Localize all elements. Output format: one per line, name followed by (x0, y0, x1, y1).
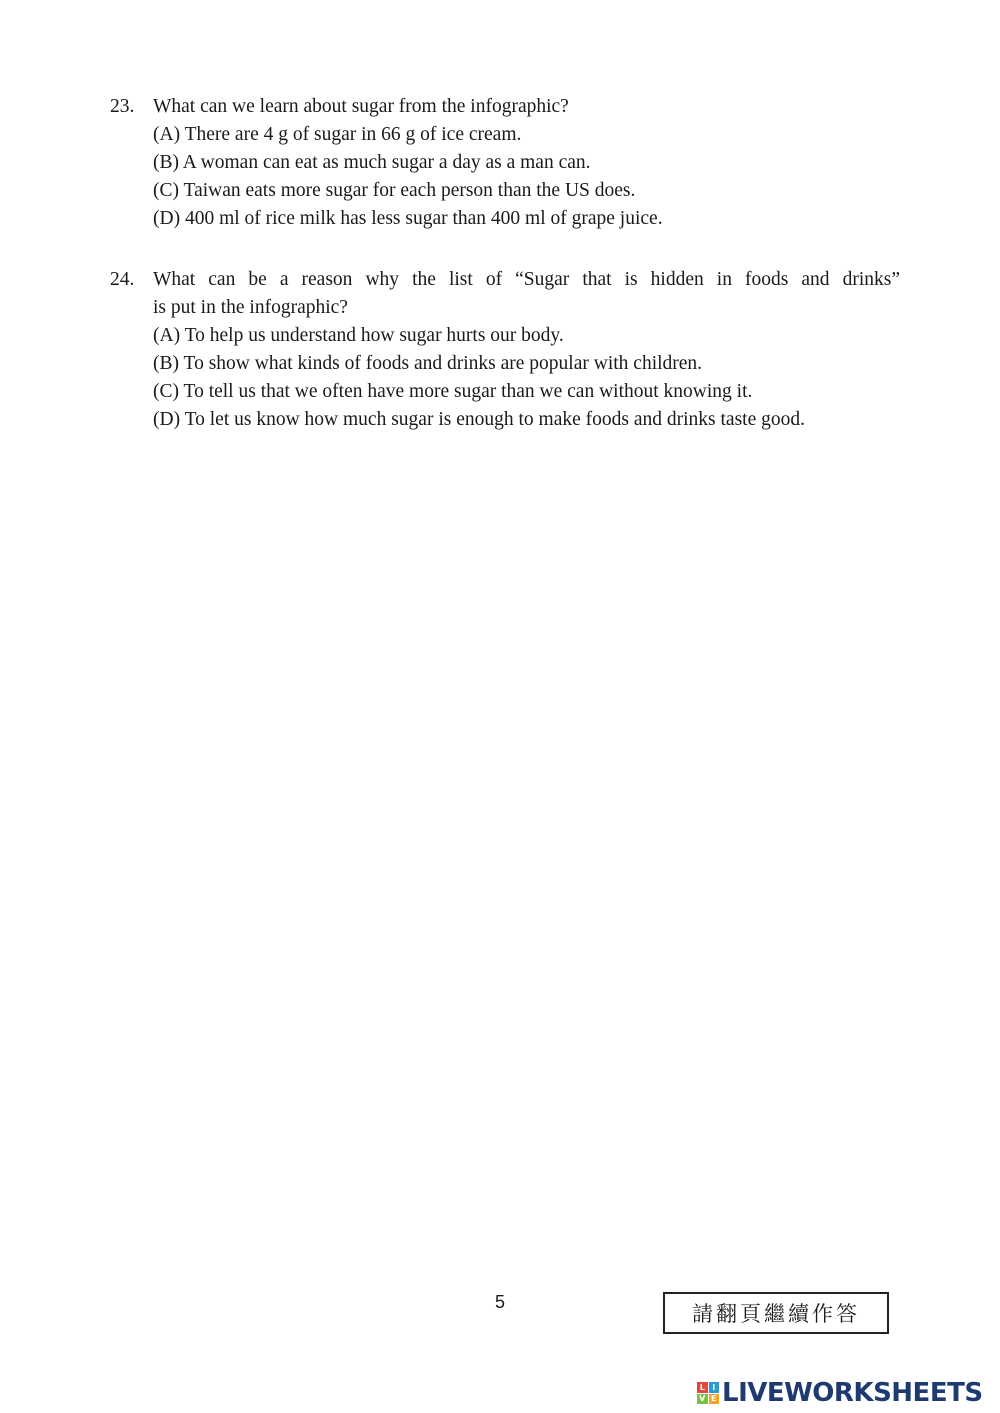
brand-logo (697, 1378, 983, 1408)
option-b: (B) A woman can eat as much sugar a day as a man can. (153, 152, 591, 173)
question-text-line-2: is put in the infographic? (153, 297, 348, 318)
logo-tile-i: I (709, 1382, 720, 1393)
option-a: (A) To help us understand how sugar hurts our body. (153, 325, 564, 346)
page-number: 5 (494, 1292, 505, 1312)
logo-tile-v: V (697, 1394, 708, 1405)
option-d: (D) To let us know how much sugar is enough to make foods and drinks taste good. (153, 409, 805, 430)
logo-tile-l: L (697, 1382, 708, 1393)
answer-options (110, 121, 900, 233)
question-23 (110, 93, 900, 233)
option-d: (D) 400 ml of rice milk has less sugar than 400 ml of grape juice. (153, 208, 663, 229)
logo-tile-e: E (709, 1394, 720, 1405)
option-c: (C) Taiwan eats more sugar for each person than the US does. (153, 180, 636, 201)
option-b: (B) To show what kinds of foods and drinks are popular with children. (153, 353, 703, 374)
option-a: (A) There are 4 g of sugar in 66 g of ice cream. (153, 124, 522, 145)
continue-notice-box (663, 1292, 889, 1334)
question-number: 24. (110, 269, 135, 290)
question-text-line-1: What can be a reason why the list of “Sugar that is hidden in foods and drinks” (153, 269, 900, 290)
liveworksheets-logo-icon (697, 1382, 719, 1404)
brand-name: LIVEWORKSHEETS (722, 1378, 983, 1408)
option-c: (C) To tell us that we often have more sugar than we can without knowing it. (153, 381, 753, 402)
continue-notice-text: 請翻頁繼續作答 (692, 1302, 860, 1326)
question-number: 23. (110, 96, 135, 117)
question-text: What can we learn about sugar from the infographic? (153, 96, 569, 117)
question-24 (110, 266, 900, 434)
answer-options (110, 322, 900, 434)
